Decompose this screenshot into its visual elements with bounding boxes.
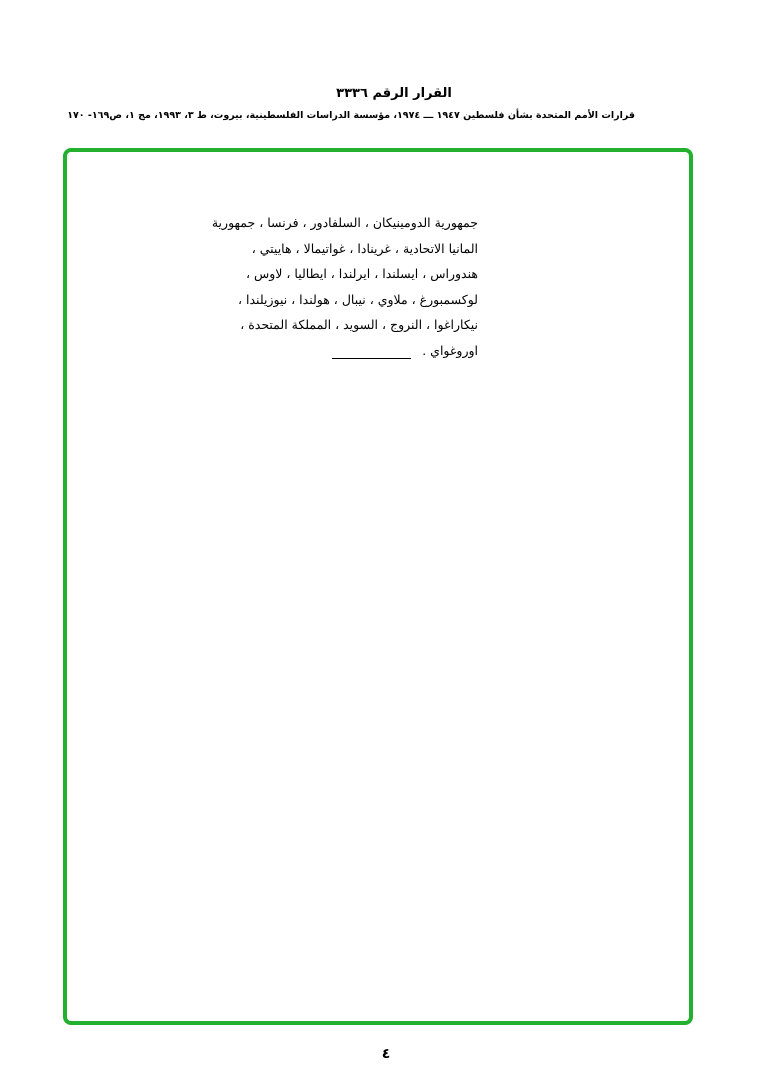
- body-line: هندوراس ، ايسلندا ، ايرلندا ، ايطاليا ، لاوس ،: [245, 266, 478, 281]
- body-text-block: [211, 210, 478, 363]
- source-citation: قرارات الأمم المتحدة بشأن فلسطين ١٩٤٧ ـــ ١٩٧٤، مؤسسة الدراسات الفلسطينية، بيروت، ط ٣، ١٩٩٣، مج ١، ص١٦٩- ١٧٠: [67, 110, 635, 121]
- body-line: المانيا الاتحادية ، غرينادا ، غواتيمالا ، هاييتي ،: [251, 240, 478, 256]
- body-line: اوروغواي .: [422, 342, 478, 358]
- document-title: القرار الرقم ٣٣٣٦: [336, 86, 452, 101]
- body-line: جمهورية الدومينيكان ، السلفادور ، فرنسا ، جمهورية: [211, 215, 478, 230]
- page-number: ٤: [381, 1046, 391, 1062]
- end-divider: [332, 358, 411, 359]
- body-line: نيكاراغوا ، النروج ، السويد ، المملكة المتحدة ،: [240, 317, 478, 332]
- body-line: لوكسمبورغ ، ملاوي ، نيبال ، هولندا ، نيوزيلندا ،: [238, 291, 478, 307]
